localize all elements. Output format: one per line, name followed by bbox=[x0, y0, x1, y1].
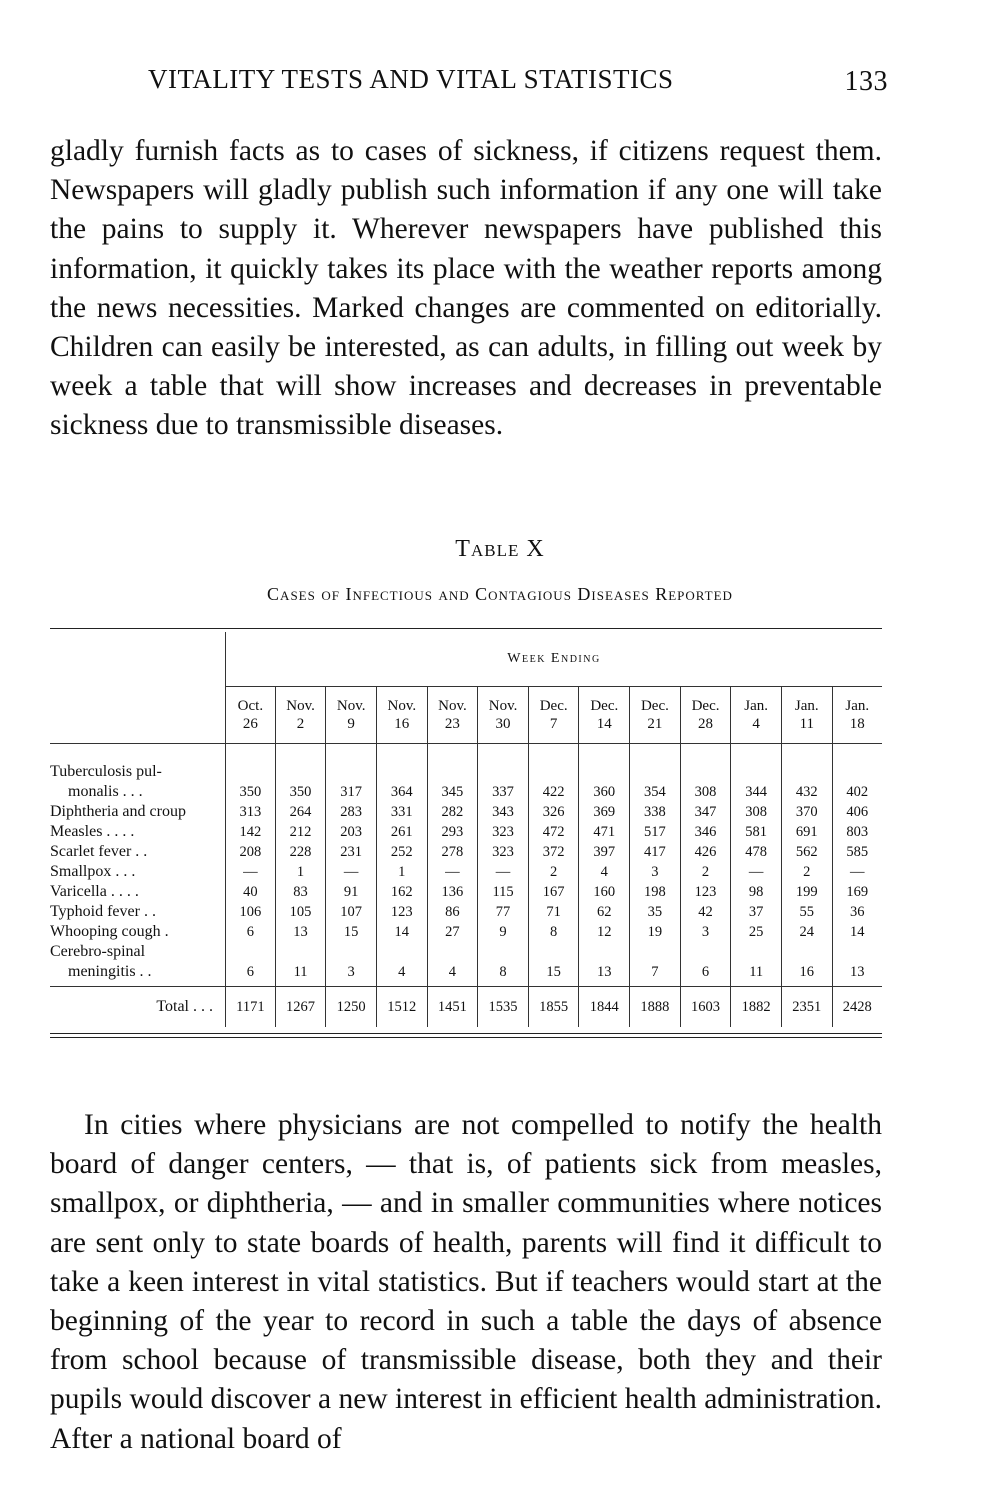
table-cell: 91 bbox=[326, 882, 377, 902]
table-cell: 3 bbox=[326, 962, 377, 987]
empty-cell bbox=[579, 942, 630, 962]
empty-cell bbox=[781, 942, 832, 962]
empty-cell bbox=[275, 942, 326, 962]
table-cell: 123 bbox=[680, 882, 731, 902]
column-header bbox=[478, 687, 529, 744]
table-cell: 77 bbox=[478, 902, 529, 922]
table-cell: 212 bbox=[275, 822, 326, 842]
table-cell: 12 bbox=[579, 922, 630, 942]
total-cell: 1855 bbox=[528, 987, 579, 1028]
column-day: 23 bbox=[444, 716, 460, 732]
spacer-cell bbox=[832, 744, 882, 763]
empty-cell bbox=[781, 762, 832, 782]
table-cell: 278 bbox=[427, 842, 478, 862]
page-number: 133 bbox=[844, 66, 888, 97]
column-day: 14 bbox=[596, 716, 612, 732]
empty-cell bbox=[528, 762, 579, 782]
table-cell: 337 bbox=[478, 782, 529, 802]
table-row bbox=[50, 802, 882, 822]
column-header bbox=[427, 687, 478, 744]
table-cell: 203 bbox=[326, 822, 377, 842]
paragraph-2-text: In cities where physicians are not compelled to notify the health board of danger centers, — that is, of patients sick from measles, smallpox, or diphtheria, — and in smaller communities where notices are sent only to state boards of health, parents will find it difficult to take a keen interest in vital statistics. But if teachers would start at the beginning of the year to record in such a table the days of absence from school because of transmissible disease, both they and their pupils would discover a new interest in efficient health administration. After a national board of bbox=[50, 1109, 882, 1455]
total-cell: 1267 bbox=[275, 987, 326, 1028]
table-cell: 432 bbox=[781, 782, 832, 802]
bottom-rule bbox=[50, 1033, 882, 1034]
table-cell: 317 bbox=[326, 782, 377, 802]
table-cell: 6 bbox=[680, 962, 731, 987]
column-month: Nov. bbox=[336, 698, 366, 714]
table-cell: 343 bbox=[478, 802, 529, 822]
column-month: Dec. bbox=[539, 698, 568, 714]
spacer-cell bbox=[478, 744, 529, 763]
column-header-row bbox=[50, 687, 882, 744]
table-row bbox=[50, 822, 882, 842]
table-cell: 346 bbox=[680, 822, 731, 842]
total-cell: 1888 bbox=[630, 987, 681, 1028]
table-cell: — bbox=[226, 862, 276, 882]
empty-cell bbox=[579, 762, 630, 782]
table-row bbox=[50, 962, 882, 987]
empty-cell bbox=[376, 762, 427, 782]
table-cell: 350 bbox=[275, 782, 326, 802]
table-row-label-line bbox=[50, 762, 882, 782]
empty-cell bbox=[326, 942, 377, 962]
row-label bbox=[50, 902, 226, 922]
table-cell: 478 bbox=[731, 842, 782, 862]
column-header bbox=[579, 687, 630, 744]
table-cell: 106 bbox=[226, 902, 276, 922]
column-header bbox=[832, 687, 882, 744]
table-cell: 160 bbox=[579, 882, 630, 902]
table-row bbox=[50, 862, 882, 882]
table-body bbox=[50, 744, 882, 1028]
empty-cell bbox=[427, 762, 478, 782]
table-cell: 691 bbox=[781, 822, 832, 842]
table-cell: 83 bbox=[275, 882, 326, 902]
spacer-cell bbox=[275, 744, 326, 763]
table-cell: 283 bbox=[326, 802, 377, 822]
empty-cell bbox=[630, 942, 681, 962]
table-cell: 308 bbox=[680, 782, 731, 802]
row-label bbox=[50, 842, 226, 862]
table-cell: 198 bbox=[630, 882, 681, 902]
table-cell: 55 bbox=[781, 902, 832, 922]
table-cell: 350 bbox=[226, 782, 276, 802]
table-cell: 264 bbox=[275, 802, 326, 822]
spacer-cell bbox=[326, 744, 377, 763]
empty-cell bbox=[226, 762, 276, 782]
table-cell: 4 bbox=[427, 962, 478, 987]
column-month: Dec. bbox=[691, 698, 720, 714]
table-cell: 40 bbox=[226, 882, 276, 902]
column-month: Nov. bbox=[438, 698, 467, 714]
table-cell: 422 bbox=[528, 782, 579, 802]
table-cell: 142 bbox=[226, 822, 276, 842]
table-cell: 472 bbox=[528, 822, 579, 842]
table-cell: 293 bbox=[427, 822, 478, 842]
table-cell: 16 bbox=[781, 962, 832, 987]
table-cell: 169 bbox=[832, 882, 882, 902]
table-cell: 42 bbox=[680, 902, 731, 922]
column-header bbox=[781, 687, 832, 744]
table-cell: 803 bbox=[832, 822, 882, 842]
table-cell: 8 bbox=[528, 922, 579, 942]
empty-cell bbox=[478, 762, 529, 782]
table-cell: 1 bbox=[376, 862, 427, 882]
column-month: Nov. bbox=[387, 698, 417, 714]
row-label bbox=[50, 862, 226, 882]
table-cell: 199 bbox=[781, 882, 832, 902]
column-header bbox=[630, 687, 681, 744]
total-cell: 1451 bbox=[427, 987, 478, 1028]
column-month: Dec. bbox=[640, 698, 669, 714]
total-cell: 1171 bbox=[226, 987, 276, 1028]
column-day: 30 bbox=[495, 716, 511, 732]
column-header bbox=[528, 687, 579, 744]
table-row bbox=[50, 882, 882, 902]
column-day: 18 bbox=[849, 716, 865, 732]
table-cell: 13 bbox=[832, 962, 882, 987]
table-cell: 136 bbox=[427, 882, 478, 902]
column-day: 11 bbox=[799, 716, 815, 732]
table-cell: 11 bbox=[731, 962, 782, 987]
table-cell: 581 bbox=[731, 822, 782, 842]
total-cell: 1882 bbox=[731, 987, 782, 1028]
row-label-text: Smallpox . . . bbox=[50, 863, 136, 880]
empty-cell bbox=[528, 942, 579, 962]
empty-cell bbox=[630, 762, 681, 782]
table-cell: 471 bbox=[579, 822, 630, 842]
table-cell: 62 bbox=[579, 902, 630, 922]
column-header bbox=[680, 687, 731, 744]
table-cell: 86 bbox=[427, 902, 478, 922]
table-cell: — bbox=[326, 862, 377, 882]
column-month: Oct. bbox=[237, 698, 264, 714]
table-row bbox=[50, 922, 882, 942]
spacer-cell bbox=[427, 744, 478, 763]
table-cell: — bbox=[478, 862, 529, 882]
empty-cell bbox=[680, 762, 731, 782]
table-cell: 360 bbox=[579, 782, 630, 802]
table-cell: 323 bbox=[478, 822, 529, 842]
spacer-row bbox=[50, 744, 882, 763]
spacer-cell bbox=[376, 744, 427, 763]
table-cell: 13 bbox=[275, 922, 326, 942]
table-cell: 15 bbox=[528, 962, 579, 987]
spacer-cell bbox=[630, 744, 681, 763]
row-label bbox=[50, 802, 226, 822]
table-cell: 323 bbox=[478, 842, 529, 862]
table-cell: 2 bbox=[781, 862, 832, 882]
row-label bbox=[50, 882, 226, 902]
column-day: 7 bbox=[549, 716, 558, 732]
column-header bbox=[376, 687, 427, 744]
table-cell: 397 bbox=[579, 842, 630, 862]
paragraph-2 bbox=[50, 1106, 882, 1459]
table-cell: 345 bbox=[427, 782, 478, 802]
table-cell: — bbox=[427, 862, 478, 882]
table-cell: 6 bbox=[226, 962, 276, 987]
table-cell: 1 bbox=[275, 862, 326, 882]
empty-cell bbox=[731, 762, 782, 782]
column-day: 28 bbox=[698, 716, 714, 732]
table-cell: 24 bbox=[781, 922, 832, 942]
table-cell: 252 bbox=[376, 842, 427, 862]
total-cell: 1250 bbox=[326, 987, 377, 1028]
empty-cell bbox=[275, 762, 326, 782]
table-cell: 105 bbox=[275, 902, 326, 922]
empty-cell bbox=[680, 942, 731, 962]
total-cell: 2428 bbox=[832, 987, 882, 1028]
table-cell: 35 bbox=[630, 902, 681, 922]
row-label-text: Typhoid fever . . bbox=[50, 903, 156, 920]
table-cell: 71 bbox=[528, 902, 579, 922]
empty-cell bbox=[832, 762, 882, 782]
table-cell: 344 bbox=[731, 782, 782, 802]
total-cell: 2351 bbox=[781, 987, 832, 1028]
column-header bbox=[226, 687, 276, 744]
stub-header bbox=[50, 632, 226, 687]
column-header bbox=[731, 687, 782, 744]
table-cell: 37 bbox=[731, 902, 782, 922]
table-cell: 4 bbox=[376, 962, 427, 987]
table-cell: 36 bbox=[832, 902, 882, 922]
column-month: Nov. bbox=[488, 698, 518, 714]
column-month: Nov. bbox=[286, 698, 315, 714]
column-month: Jan. bbox=[744, 698, 769, 714]
table-cell: 354 bbox=[630, 782, 681, 802]
row-label bbox=[50, 922, 226, 942]
column-day: 21 bbox=[647, 716, 663, 732]
table-cell: 364 bbox=[376, 782, 427, 802]
column-month: Jan. bbox=[794, 698, 819, 714]
table-cell: 261 bbox=[376, 822, 427, 842]
table-cell: 115 bbox=[478, 882, 529, 902]
row-label bbox=[50, 822, 226, 842]
table-cell: 14 bbox=[832, 922, 882, 942]
paragraph-1 bbox=[50, 132, 882, 446]
spacer-cell bbox=[680, 744, 731, 763]
table-cell: 13 bbox=[579, 962, 630, 987]
column-day: 16 bbox=[394, 716, 410, 732]
table-cell: — bbox=[832, 862, 882, 882]
paragraph-1-text: gladly furnish facts as to cases of sickness, if citizens request them. Newspapers will gladly publish such information if any one will take the pains to supply it. Wherever newspapers have published this information, it quickly takes its place with the weather reports among the news necessities. Marked changes are commented on editorially. Children can easily be interested, as can adults, in filling out week by week a table that will show increases and decreases in preventable sickness due to transmissible diseases. bbox=[50, 135, 882, 442]
row-label-text: monalis . . . bbox=[68, 783, 143, 800]
table-row bbox=[50, 902, 882, 922]
table-cell: 4 bbox=[579, 862, 630, 882]
row-label-text: Whooping cough . bbox=[50, 923, 169, 940]
table-cell: 3 bbox=[680, 922, 731, 942]
table-cell: — bbox=[731, 862, 782, 882]
table-title: Table X bbox=[455, 536, 545, 562]
total-row bbox=[50, 987, 882, 1028]
table-cell: 585 bbox=[832, 842, 882, 862]
table-row bbox=[50, 842, 882, 862]
column-header bbox=[275, 687, 326, 744]
bottom-rule-2 bbox=[50, 1037, 882, 1038]
row-label-line1: Tuberculosis pul- bbox=[50, 763, 162, 780]
table-cell: 19 bbox=[630, 922, 681, 942]
spacer-cell bbox=[528, 744, 579, 763]
empty-cell bbox=[731, 942, 782, 962]
table-cell: 426 bbox=[680, 842, 731, 862]
column-header bbox=[326, 687, 377, 744]
table-cell: 167 bbox=[528, 882, 579, 902]
column-day: 26 bbox=[242, 716, 258, 732]
row-label-line1: Cerebro-spinal bbox=[50, 943, 146, 960]
column-day: 2 bbox=[296, 716, 305, 732]
table-cell: 123 bbox=[376, 902, 427, 922]
total-cell: 1603 bbox=[680, 987, 731, 1028]
disease-table-container bbox=[50, 628, 882, 1038]
table-cell: 326 bbox=[528, 802, 579, 822]
table-cell: 9 bbox=[478, 922, 529, 942]
row-label bbox=[50, 962, 226, 987]
table-cell: 162 bbox=[376, 882, 427, 902]
table-cell: 208 bbox=[226, 842, 276, 862]
table-cell: 369 bbox=[579, 802, 630, 822]
spacer-cell bbox=[781, 744, 832, 763]
table-cell: 15 bbox=[326, 922, 377, 942]
table-row-label-line bbox=[50, 942, 882, 962]
table-cell: 406 bbox=[832, 802, 882, 822]
table-caption: Cases of Infectious and Contagious Diseases Reported bbox=[267, 584, 733, 604]
table-cell: 313 bbox=[226, 802, 276, 822]
table-cell: 338 bbox=[630, 802, 681, 822]
spacer-cell bbox=[579, 744, 630, 763]
empty-cell bbox=[478, 942, 529, 962]
table-cell: 107 bbox=[326, 902, 377, 922]
empty-cell bbox=[427, 942, 478, 962]
table-cell: 370 bbox=[781, 802, 832, 822]
table-cell: 417 bbox=[630, 842, 681, 862]
week-ending-header: Week Ending bbox=[226, 632, 883, 687]
total-cell: 1844 bbox=[579, 987, 630, 1028]
column-day: 9 bbox=[347, 716, 355, 732]
top-rule bbox=[50, 628, 882, 629]
spacer-cell bbox=[226, 744, 276, 763]
row-label-text: Diphtheria and croup bbox=[50, 803, 186, 820]
column-month: Dec. bbox=[590, 698, 619, 714]
total-cell: 1512 bbox=[376, 987, 427, 1028]
table-cell: 8 bbox=[478, 962, 529, 987]
table-cell: 282 bbox=[427, 802, 478, 822]
table-row bbox=[50, 782, 882, 802]
table-cell: 2 bbox=[680, 862, 731, 882]
empty-cell bbox=[226, 942, 276, 962]
table-cell: 562 bbox=[781, 842, 832, 862]
table-cell: 14 bbox=[376, 922, 427, 942]
row-label-text: meningitis . . bbox=[68, 963, 152, 980]
stub-header-blank bbox=[50, 687, 226, 744]
table-cell: 331 bbox=[376, 802, 427, 822]
disease-table bbox=[50, 632, 882, 1027]
table-cell: 3 bbox=[630, 862, 681, 882]
table-cell: 6 bbox=[226, 922, 276, 942]
table-cell: 7 bbox=[630, 962, 681, 987]
empty-cell bbox=[376, 942, 427, 962]
table-cell: 347 bbox=[680, 802, 731, 822]
table-cell: 517 bbox=[630, 822, 681, 842]
row-label-text: Scarlet fever . . bbox=[50, 843, 148, 860]
table-cell: 2 bbox=[528, 862, 579, 882]
table-cell: 231 bbox=[326, 842, 377, 862]
table-cell: 27 bbox=[427, 922, 478, 942]
empty-cell bbox=[832, 942, 882, 962]
row-label bbox=[50, 782, 226, 802]
table-cell: 228 bbox=[275, 842, 326, 862]
spacer-cell bbox=[731, 744, 782, 763]
column-month: Jan. bbox=[845, 698, 870, 714]
spacer-cell bbox=[50, 744, 226, 763]
running-title: VITALITY TESTS AND VITAL STATISTICS bbox=[148, 64, 674, 94]
table-cell: 308 bbox=[731, 802, 782, 822]
empty-cell bbox=[326, 762, 377, 782]
column-day: 4 bbox=[752, 716, 760, 732]
total-label: Total . . . bbox=[50, 987, 226, 1028]
table-cell: 372 bbox=[528, 842, 579, 862]
table-cell: 11 bbox=[275, 962, 326, 987]
table-cell: 25 bbox=[731, 922, 782, 942]
table-cell: 98 bbox=[731, 882, 782, 902]
table-cell: 402 bbox=[832, 782, 882, 802]
row-label-text: Measles . . . . bbox=[50, 823, 135, 840]
total-cell: 1535 bbox=[478, 987, 529, 1028]
row-label-text: Varicella . . . . bbox=[50, 883, 139, 900]
